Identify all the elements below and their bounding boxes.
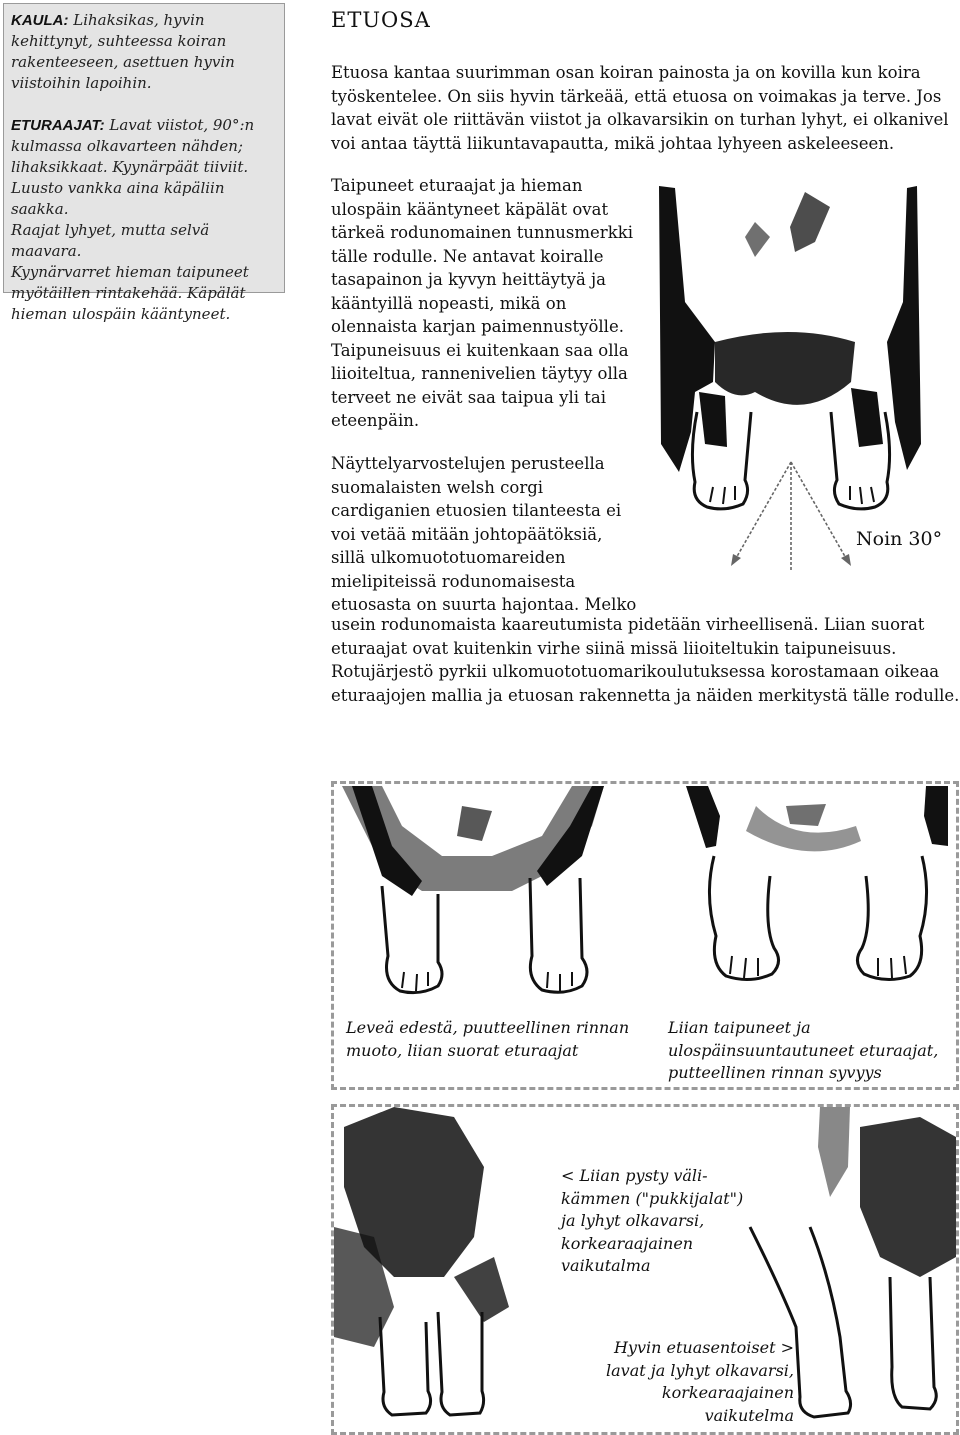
kaula-entry [11, 10, 277, 94]
section-heading: ETUOSA [331, 8, 431, 32]
show-judging-paragraph-start: Näyttelyarvostelujen perusteella suomalaisten welsh corgi cardiganien etuosien tilanteesta ei voi vetää mitään johtopäätöksiä, sillä ulkomuototuomareiden mielipiteissä rodunomaisesta etuosasta on suurta hajontaa. Melko [331, 454, 637, 614]
eturaajat-label: ETURAAJAT: [11, 117, 105, 134]
dog-front-illustration [655, 182, 925, 577]
eturaajat-entry [11, 115, 277, 325]
kaula-text: Lihaksikas, hyvin kehittynyt, suhteessa koiran rakenteeseen, asettuen hyvin viistoihin lapoihin. [11, 11, 235, 92]
dog-front-wide-illustration [342, 786, 612, 1006]
bent-legs-paragraph: Taipuneet eturaajat ja hieman ulospäin kääntyneet käpälät ovat tärkeä rodunomainen tunnusmerkki tälle rodulle. Ne antavat koiralle tasapainon ja kyvyn heittäytyä ja kääntyillä nopeasti, mikä on olennaista karjan paimennustyölle. Taipuneisuus ei kuitenkaan saa olla liioiteltua, rannenivelien täytyy olla terveet ne eivät saa taipua yli tai eteenpäin. [331, 176, 633, 430]
angle-label: Noin 30° [856, 528, 943, 550]
caption-bent-legs: Liian taipuneet ja ulospäinsuuntautuneet eturaajat, putteellinen rinnan syvyys [668, 1018, 939, 1082]
dog-front-upright-illustration [334, 1107, 564, 1432]
intro-paragraph: Etuosa kantaa suurimman osan koiran painosta ja on kovilla kun koira työskentelee. On siis hyvin tärkeää, että etuosa on voimakas ja terve. Jos lavat eivät ole riittävän viistot ja olkavarsikin on turhan lyhyt, ei olkanivel voi antaa täyttä liikuntavapautta, mikä johtaa lyhyeen askeleeseen. [331, 63, 949, 153]
breed-standard-box [3, 3, 285, 323]
show-judging-paragraph-end: usein rodunomaista kaareutumista pidetään virheellisenä. Liian suorat eturaajat ovat kuitenkin virhe siinä missä liioiteltukin taipuneisuus. Rotujärjestö pyrkii ulkomuototuomarikoulutuksessa korostamaan oikeaa eturaajojen mallia ja etuosan rakennetta ja näiden merkitystä tälle rodulle. [331, 615, 960, 705]
caption-wide-front: Leveä edestä, puutteellinen rinnan muoto, liian suorat eturaajat [346, 1018, 630, 1060]
caption-upright-pastern: < Liian pysty väli- kämmen ("pukkijalat") ja lyhyt olkavarsi, korkearaajainen vaikutalma [561, 1166, 744, 1275]
eturaajat-text: Lavat viistot, 90°:n kulmassa olkavarteen nähden; lihaksikkaat. Kyynärpäät tiiviit. Luusto vankka aina käpäliin saakka. Raajat lyhyet, mutta selvä maavara. Kyynärvarret hieman taipuneet myötäillen rintakehää. Käpälät hieman ulospäin kääntyneet. [11, 116, 255, 323]
caption-good-front: Hyvin etuasentoiset > lavat ja lyhyt olkavarsi, korkearaajainen vaikutelma [606, 1338, 794, 1425]
kaula-label: KAULA: [11, 12, 69, 29]
dog-front-bent-illustration [686, 786, 948, 1006]
